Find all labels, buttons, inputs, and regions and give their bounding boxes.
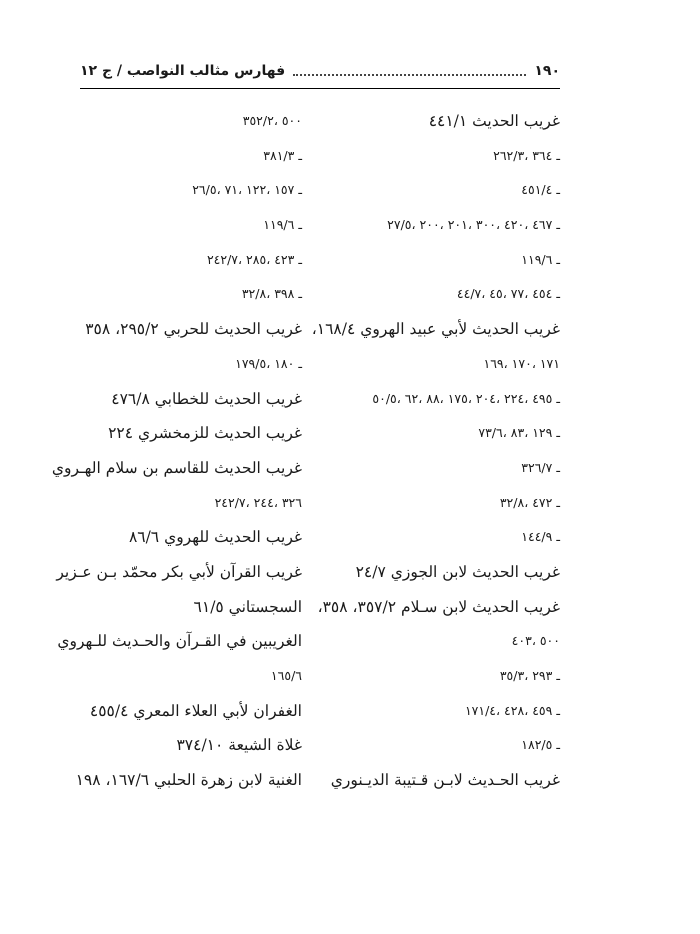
index-subentry: ـ ٤٥٤ ،٧٧ ،٤٥ ،٤٤/٧	[456, 286, 560, 302]
index-subentry: ـ ٣٢٦/٧	[521, 459, 560, 475]
page-header	[80, 58, 560, 84]
index-entry: غريب الحديث للزمخشري ٢٢٤	[108, 424, 302, 443]
index-entry: غريب القرآن لأبي بكر محمّد بـن عـزير	[56, 562, 302, 581]
index-subentry: ـ ٣٩٨ ،٣٢/٨	[241, 286, 302, 302]
index-subentry: ـ ١٤٤/٩	[521, 529, 560, 545]
index-entry: غريب الحديث للحربي ٢٩٥/٢، ٣٥٨	[85, 320, 302, 339]
header-rule	[80, 88, 560, 89]
index-subentry: ـ ١٢٩ ،٨٣ ،٧٣/٦	[478, 425, 560, 441]
index-subentry: ـ ١٨٢/٥	[521, 737, 560, 753]
index-subentry: ١٧١ ،١٧٠ ،١٦٩	[483, 355, 560, 371]
index-subentry: ـ ٤٩٥ ،٢٢٤ ،٢٠٤ ،١٧٥ ،٨٨ ،٦٢ ،٥٠/٥	[372, 390, 560, 406]
index-entry: الغنية لابن زهرة الحلبي ١٦٧/٦، ١٩٨	[75, 771, 302, 790]
index-subentry: ـ ١١٩/٦	[263, 217, 302, 233]
index-column-left	[51, 104, 302, 798]
index-entry: غريب الحديث لابن الجوزي ٢٤/٧	[355, 562, 560, 581]
index-subentry: ٥٠٠ ،٣٥٢/٢	[242, 113, 302, 128]
index-entry: الغفران لأبي العلاء المعري ٤٥٥/٤	[89, 701, 302, 720]
index-entry: غريب الحديث لابن سـلام ٣٥٧/٢، ٣٥٨،	[317, 597, 560, 616]
leader-dots	[293, 66, 526, 76]
index-entry: غريب الحديث للهروي ٨٦/٦	[128, 528, 302, 547]
index-entry: غريب الحديث للخطابي ٤٧٦/٨	[111, 389, 302, 408]
index-entry: الغريبين في القـرآن والحـديث للـهروي	[57, 632, 302, 651]
running-title: فهارس مثالب النواصب / ج ١٢	[80, 63, 286, 79]
index-subentry: ـ ٤٧٢ ،٣٢/٨	[499, 494, 560, 510]
index-entry: غريب الحديث لأبي عبيد الهروي ١٦٨/٤،	[311, 320, 560, 339]
index-subentry: ـ ٤٢٣ ،٢٨٥ ،٢٤٢/٧	[206, 251, 302, 267]
index-subentry: ـ ٣٦٤ ،٢٦٢/٣	[493, 147, 560, 163]
index-subentry: ١٦٥/٦	[270, 668, 302, 683]
index-column-right	[311, 104, 560, 798]
index-subentry: ٣٢٦ ،٢٤٤ ،٢٤٢/٧	[214, 494, 302, 510]
index-entry: غريب الحـديث لابـن قـتيبة الديـنوري	[330, 771, 560, 790]
index-entry: غلاة الشيعة ٣٧٤/١٠	[176, 736, 302, 755]
index-subentry: ـ ٢٩٣ ،٣٥/٣	[499, 668, 560, 683]
index-entry: غريب الحديث للقاسم بن سلام الهـروي	[51, 458, 302, 477]
index-subentry: ـ ١٨٠ ،١٧٩/٥	[235, 355, 302, 371]
index-subentry: ـ ١١٩/٦	[521, 251, 560, 267]
index-subentry: ـ ٤٦٧ ،٤٢٠ ،٣٠٠ ،٢٠١ ،٢٠٠ ،٢٧/٥	[387, 217, 560, 233]
index-entry: السجستاني ٦١/٥	[193, 597, 302, 616]
page-number: ١٩٠	[534, 63, 560, 79]
index-subentry: ٥٠٠ ،٤٠٣	[511, 633, 560, 649]
index-entry: غريب الحديث ٤٤١/١	[428, 112, 560, 130]
index-subentry: ـ ٣٨١/٣	[263, 147, 302, 163]
index-subentry: ـ ١٥٧ ،١٢٢ ،٧١ ،٢٦/٥	[192, 182, 302, 198]
index-subentry: ـ ٤٥٩ ،٤٢٨ ،١٧١/٤	[464, 702, 560, 718]
index-subentry: ـ ٤٥١/٤	[521, 182, 560, 198]
